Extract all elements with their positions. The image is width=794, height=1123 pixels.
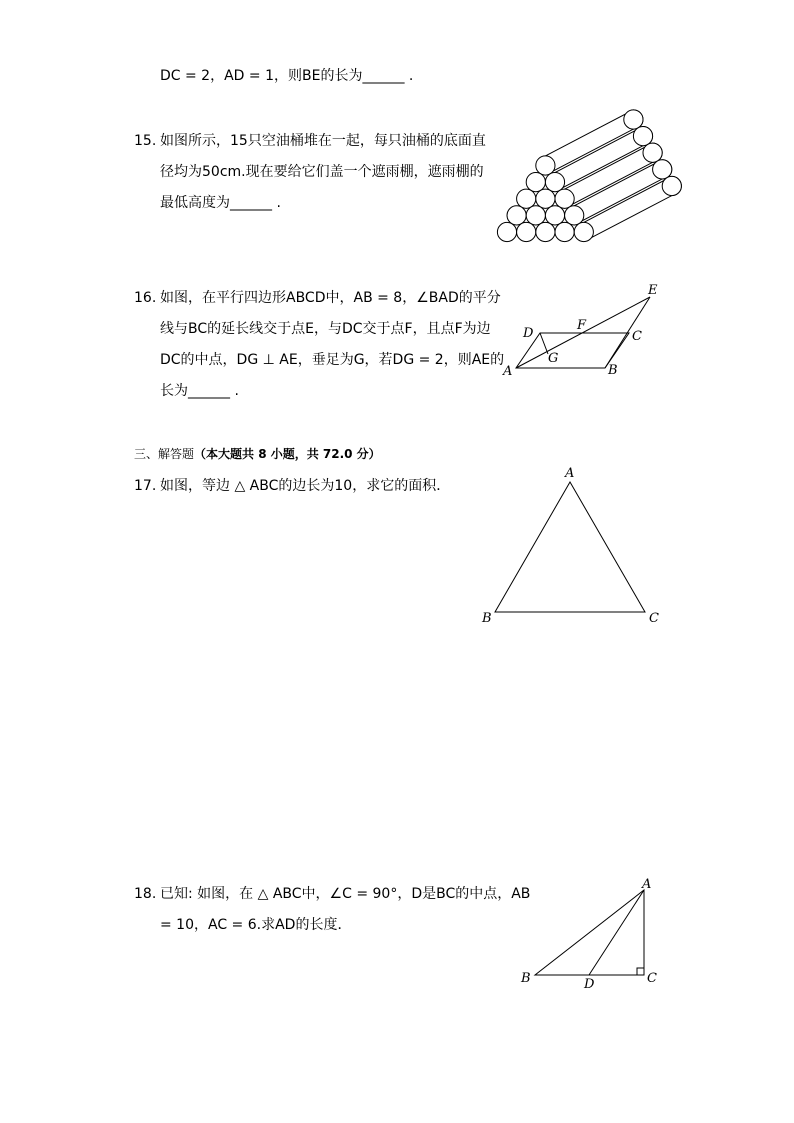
label-g: G <box>548 351 559 366</box>
q16-text-line3: DC的中点，DG ⊥ AE，垂足为G，若DG = 2，则AE的 <box>160 352 505 368</box>
section-title: 三、解答题 <box>134 447 195 461</box>
section-detail: （本大题共 8 小题，共 72.0 分） <box>194 447 381 461</box>
q18-text-line2: = 10，AC = 6.求AD的长度． <box>160 917 352 933</box>
right-angle-mark <box>637 968 644 975</box>
q14-line: DC = 2，AD = 1，则BE的长为______ . <box>160 68 414 84</box>
q15-text-line1: 如图所示，15只空油桶堆在一起，每只油桶的底面直 <box>160 133 486 149</box>
label-a: A <box>565 466 575 481</box>
q17-text-line1: 如图，等边 △ ABC的边长为10，求它的面积． <box>160 478 451 494</box>
line-ad <box>589 890 644 975</box>
label-c: C <box>632 329 642 344</box>
label-b: B <box>521 971 531 986</box>
triangle-abc <box>535 890 644 975</box>
q15-number: 15. <box>134 133 157 149</box>
label-c: C <box>649 611 659 626</box>
label-f: F <box>577 318 587 333</box>
label-b: B <box>482 611 492 626</box>
label-a: A <box>503 364 513 379</box>
label-b: B <box>608 363 618 378</box>
q17-number: 17. <box>134 478 157 494</box>
label-d: D <box>523 326 534 341</box>
q15-text-line3: 最低高度为______ . <box>160 195 281 211</box>
label-e: E <box>648 283 658 298</box>
q16-text-line2: 线与BC的延长线交于点E，与DC交于点F，且点F为边 <box>160 321 491 337</box>
q18-text-line1: 已知: 如图，在 △ ABC中，∠C = 90°，D是BC的中点，AB <box>160 886 531 902</box>
q16-number: 16. <box>134 290 157 306</box>
label-c: C <box>647 971 657 986</box>
q18-number: 18. <box>134 886 157 902</box>
q16-text-line1: 如图，在平行四边形ABCD中，AB = 8，∠BAD的平分 <box>160 290 501 306</box>
q15-text-line2: 径均为50cm.现在要给它们盖一个遮雨棚，遮雨棚的 <box>160 164 484 180</box>
q16-text-line4: 长为______ . <box>160 383 239 399</box>
label-a: A <box>642 877 652 892</box>
label-d: D <box>584 977 595 992</box>
